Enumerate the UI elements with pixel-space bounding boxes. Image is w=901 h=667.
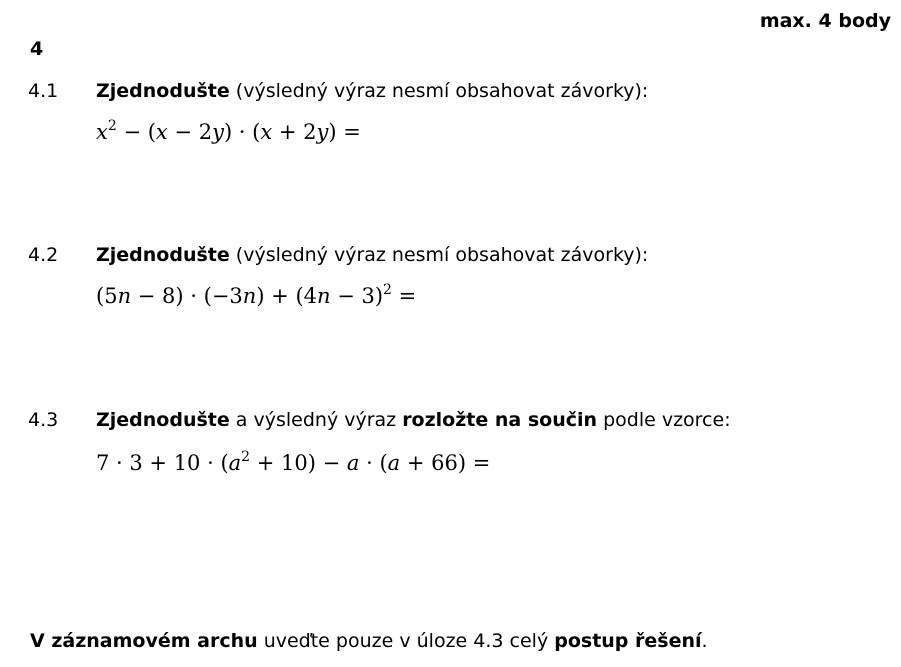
subtask-number-4-1: 4.1 — [28, 80, 59, 102]
instruction-bold: Zjednodušte — [96, 409, 230, 431]
instruction-bold: Zjednodušte — [96, 244, 230, 266]
subtask-instruction-4-2 — [96, 244, 648, 266]
instruction-bold: Zjednodušte — [96, 80, 230, 102]
instruction-rest: (výsledný výraz nesmí obsahovat závorky): — [229, 244, 649, 266]
task-number: 4 — [30, 38, 44, 60]
instruction-rest: podle vzorce: — [597, 409, 731, 431]
footer-text-2: . — [701, 630, 708, 652]
footer-bold-2: postup řešení — [554, 630, 702, 652]
math-expression-4-1: $x^2 - (x - 2y) \cdot (x + 2y)$ = — [96, 118, 361, 144]
footer-note — [30, 630, 708, 652]
instruction-rest: (výsledný výraz nesmí obsahovat závorky): — [229, 80, 649, 102]
max-points-label: max. 4 body — [759, 10, 891, 32]
subtask-instruction-4-3 — [96, 409, 731, 431]
subtask-number-4-3: 4.3 — [28, 409, 59, 431]
math-expression-4-3: $7 \cdot 3 + 10 \cdot (a^2 + 10) - a \cdot (a + 66)$ = — [96, 449, 491, 475]
footer-bold-1: V záznamovém archu — [30, 630, 258, 652]
instruction-mid: a výsledný výraz — [229, 409, 403, 431]
math-expression-4-2: $(5n - 8) \cdot (-3n) + (4n - 3)^2$ = — [96, 282, 417, 308]
instruction-bold-2: rozložte na součin — [402, 409, 598, 431]
subtask-instruction-4-1 — [96, 80, 648, 102]
footer-text-1: uveďte pouze v úloze 4.3 celý — [257, 630, 555, 652]
subtask-number-4-2: 4.2 — [28, 244, 59, 266]
